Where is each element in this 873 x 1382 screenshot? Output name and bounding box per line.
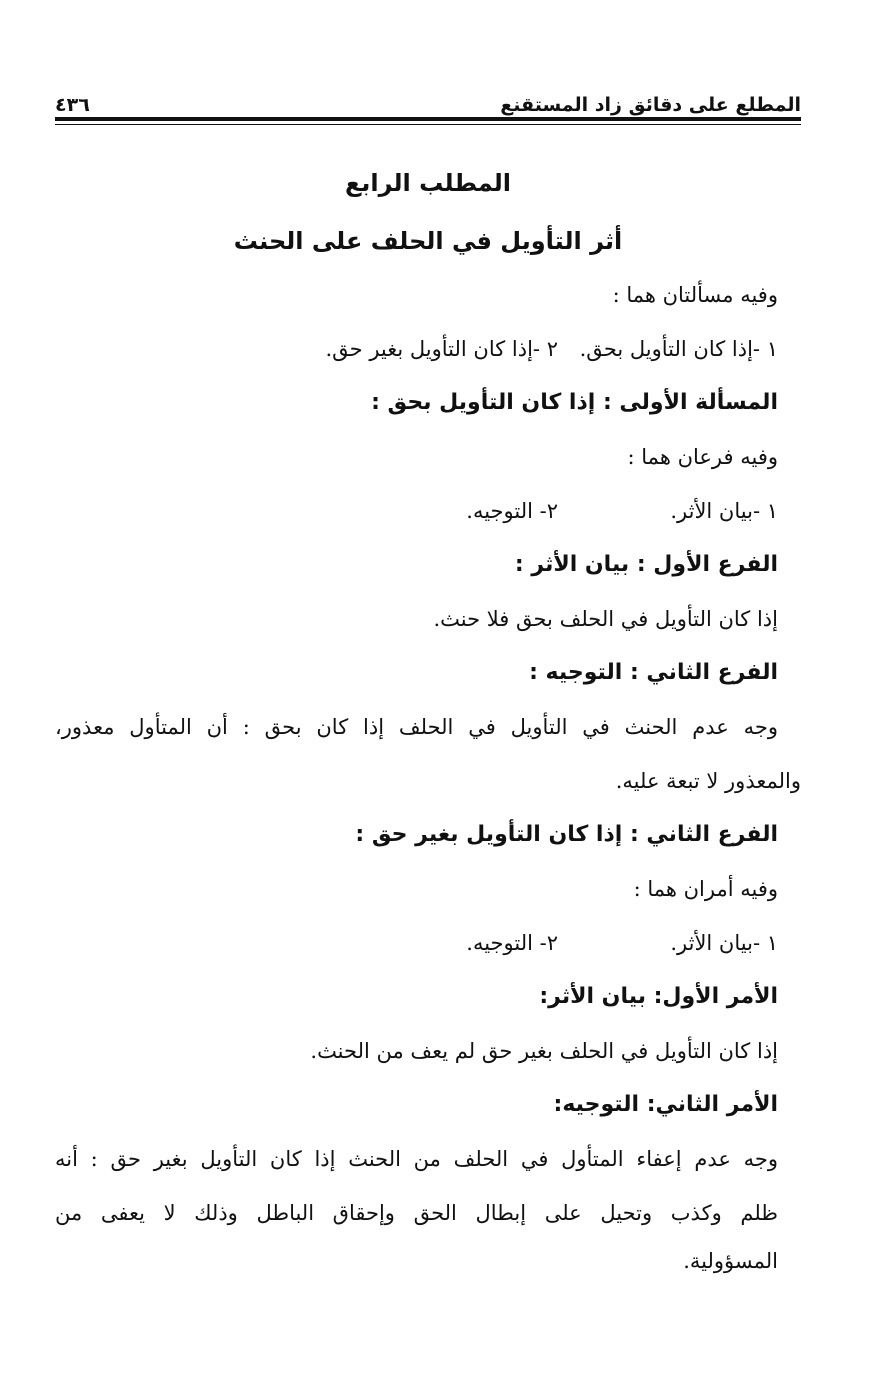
intro-item-1: ١ -إذا كان التأويل بحق. xyxy=(579,337,778,361)
section-title: المطلب الرابع xyxy=(344,169,512,197)
matter-2-text-line-1: وجه عدم إعفاء المتأول في الحلف من الحنث إذا كان التأويل بغير حق : أنه xyxy=(55,1147,778,1171)
matter-2-text-line-3: المسؤولية. xyxy=(683,1249,778,1273)
question-2-item-1: ١ -بيان الأثر. xyxy=(670,931,778,955)
matter-2-text-line-2: ظلم وكذب وتحيل على إبطال الحق وإحقاق الباطل وذلك لا يعفى من xyxy=(55,1201,778,1225)
question-1-heading: المسألة الأولى : إذا كان التأويل بحق : xyxy=(371,390,778,415)
question-2-item-2: ٢- التوجيه. xyxy=(466,931,558,955)
question-2-heading: الفرع الثاني : إذا كان التأويل بغير حق : xyxy=(355,822,778,847)
question-1-intro: وفيه فرعان هما : xyxy=(627,445,778,469)
book-title: المطلع على دقائق زاد المستقنع xyxy=(500,94,801,116)
question-1-items xyxy=(60,496,778,526)
intro-text: وفيه مسألتان هما : xyxy=(612,283,778,307)
matter-1-heading: الأمر الأول: بيان الأثر: xyxy=(539,984,778,1009)
matter-2-heading: الأمر الثاني: التوجيه: xyxy=(553,1092,778,1117)
question-2-intro: وفيه أمران هما : xyxy=(633,877,778,901)
branch-1-heading: الفرع الأول : بيان الأثر : xyxy=(514,552,778,577)
section-subtitle: أثر التأويل في الحلف على الحنث xyxy=(233,227,623,255)
question-2-items xyxy=(60,928,778,958)
running-header xyxy=(55,86,801,116)
intro-items xyxy=(60,334,778,364)
header-rule-thin xyxy=(55,124,801,125)
page-number: ٤٣٦ xyxy=(55,94,90,116)
header-rule-thick xyxy=(55,117,801,121)
branch-2-text-line-2: والمعذور لا تبعة عليه. xyxy=(615,769,801,793)
branch-1-text: إذا كان التأويل في الحلف بحق فلا حنث. xyxy=(433,607,778,631)
matter-1-text: إذا كان التأويل في الحلف بغير حق لم يعف من الحنث. xyxy=(310,1039,778,1063)
question-1-item-2: ٢- التوجيه. xyxy=(466,499,558,523)
branch-2-text-line-1: وجه عدم الحنث في التأويل في الحلف إذا كان بحق : أن المتأول معذور، xyxy=(55,715,778,739)
branch-2-heading: الفرع الثاني : التوجيه : xyxy=(529,660,778,685)
question-1-item-1: ١ -بيان الأثر. xyxy=(670,499,778,523)
intro-item-2: ٢ -إذا كان التأويل بغير حق. xyxy=(325,337,558,361)
